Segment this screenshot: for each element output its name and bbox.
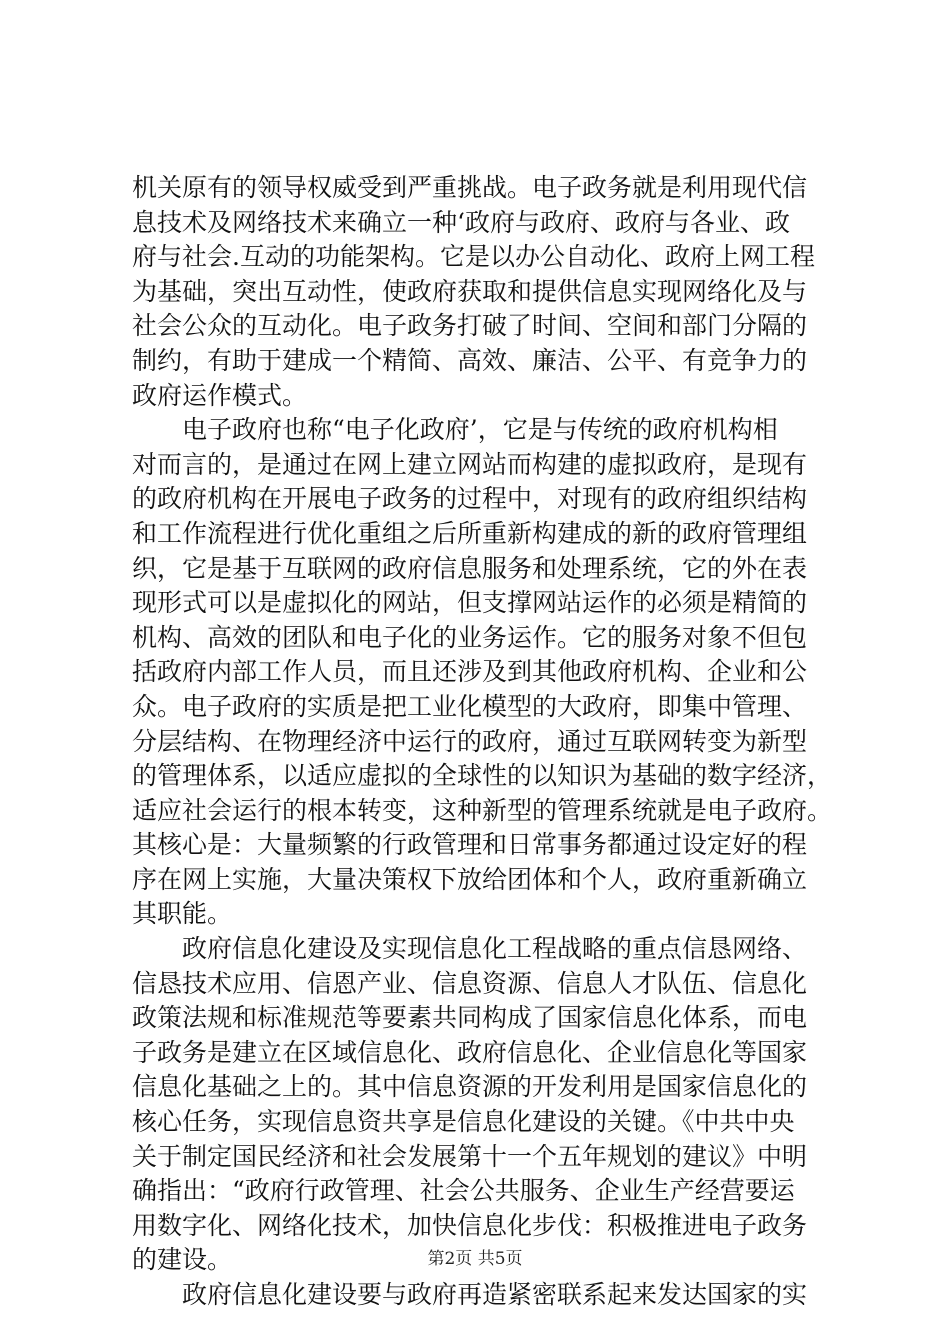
- text-line: 的建设。: [132, 1245, 233, 1275]
- text-line: 关于制定国民经济和社会发展第十一个五年规划的建议》中明: [132, 1141, 808, 1171]
- text-line: 的管理体系，以适应虚拟的全球性的以知识为基础的数字经济，: [132, 761, 832, 791]
- text-line: 分层结构、在物理经济中运行的政府，通过互联网转变为新型: [132, 726, 808, 756]
- text-line: 为基础，突出互动性，使政府获取和提供信息实现网络化及与: [132, 276, 808, 306]
- text-line: 信恳技术应用、信恩产业、信息资源、信息人才队伍、信息化: [132, 968, 808, 998]
- text-line: 电子政府也称“电子化政府’，它是与传统的政府机构相: [182, 415, 778, 445]
- body-text: [132, 171, 832, 1313]
- text-line: 和工作流程进行优化重组之后所重新构建成的新的政府管理组: [132, 518, 808, 548]
- text-line: 织，它是基于互联网的政府信息服务和处理系统，它的外在表: [132, 553, 808, 583]
- text-line: 现形式可以是虚拟化的网站，但支撑网站运作的必须是精简的: [132, 588, 808, 618]
- text-line: 核心任务，实现信息资共享是信息化建设的关键。《中共中央: [132, 1107, 795, 1137]
- text-line: 确指出：“政府行政管理、社会公共服务、企业生产经营要运: [132, 1176, 795, 1206]
- text-line: 其核心是：大量频繁的行政管理和日常事务都通过设定好的程: [132, 830, 808, 860]
- text-line: 社会公众的互动化。电子政务打破了时间、空间和部门分隔的: [132, 311, 808, 341]
- text-line: 政府信息化建设及实现信息化工程战略的重点信恳网络、: [182, 934, 808, 964]
- text-line: 机关原有的领导权威受到严重挑战。电子政务就是利用现代信: [132, 173, 808, 202]
- text-line: 子政务是建立在区域信息化、政府信息化、企业信息化等国家: [132, 1037, 808, 1067]
- page-footer: 第2页 共5页: [427, 1249, 523, 1269]
- text-line: 其职能。: [132, 899, 233, 929]
- text-line: 机构、高效的团队和电子化的业务运作。它的服务对象不但包: [132, 622, 808, 652]
- text-line: 政府运作模式。: [132, 380, 308, 410]
- text-line: 括政府内部工作人员，而且还涉及到其他政府机构、企业和公: [132, 657, 808, 687]
- text-line: 政策法规和标准规范等要素共同构成了国家信息化体系，而电: [132, 1003, 808, 1033]
- text-line: 府与社会.互动的功能架构。它是以办公自动化、政府上网工程: [132, 242, 815, 272]
- text-line: 政府信息化建设要与政府再造紧密联系起来发达国家的实: [182, 1280, 808, 1309]
- text-line: 的政府机构在开展电子政务的过程中，对现有的政府组织结构: [132, 484, 808, 514]
- text-line: 息技术及网络技术来确立一种‘政府与政府、政府与各业、政: [132, 207, 790, 237]
- text-line: 众。电子政府的实质是把工业化模型的大政府，即集中管理、: [132, 691, 808, 721]
- text-line: 制约，有助于建成一个精简、高效、廉洁、公平、有竞争力的: [132, 345, 808, 375]
- text-line: 信息化基础之上的。其中信息资源的开发利用是国家信息化的: [132, 1072, 808, 1102]
- text-line: 适应社会运行的根本转变，这种新型的管理系统就是电子政府。: [132, 795, 832, 825]
- text-line: 用数字化、网络化技术，加快信息化步伐：积极推进电子政务: [132, 1210, 808, 1240]
- text-line: 序在网上实施，大量决策权下放给团体和个人，政府重新确立: [132, 864, 808, 894]
- text-line: 对而言的，是通过在网上建立网站而构建的虚拟政府，是现有: [132, 449, 808, 479]
